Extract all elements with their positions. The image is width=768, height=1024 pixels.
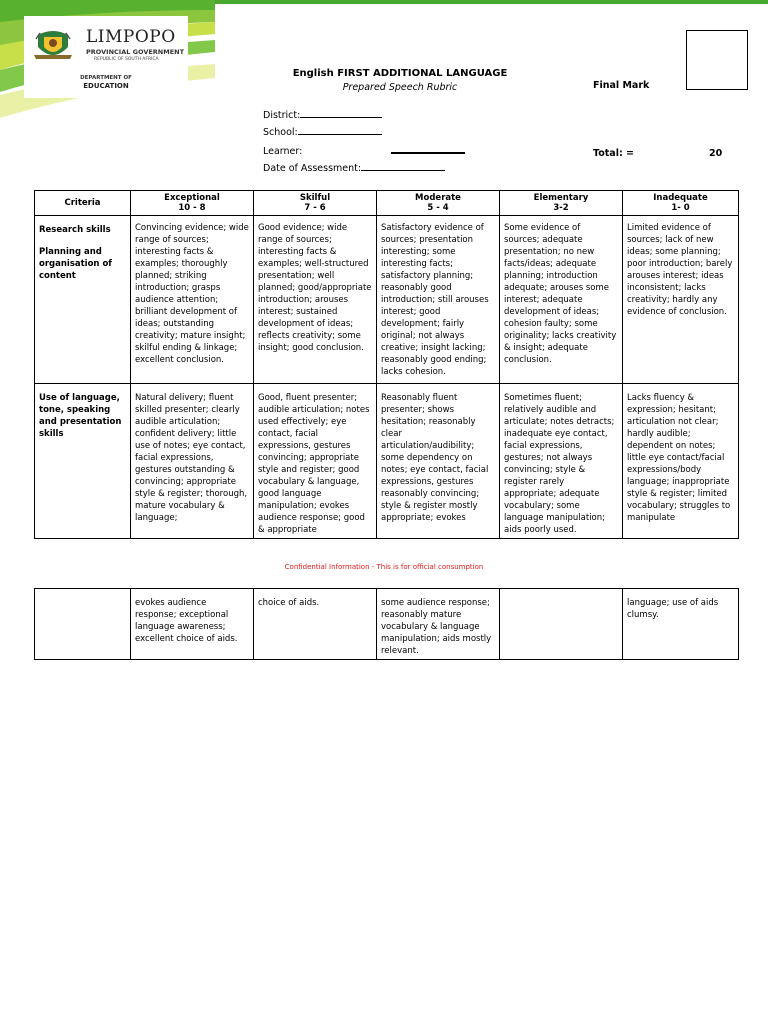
district-line[interactable] bbox=[300, 108, 382, 118]
header-inadequate: Inadequate 1- 0 bbox=[623, 191, 739, 216]
header-elementary: Elementary 3-2 bbox=[500, 191, 623, 216]
school-label: School: bbox=[263, 127, 298, 138]
rubric-cell: choice of aids. bbox=[254, 589, 377, 660]
rubric-cell: Limited evidence of sources; lack of new ideas; some planning; poor introduction; barely arouses interest; ideas inconsistent; lacks creativity; hardly any evidence of conclusion. bbox=[623, 216, 739, 384]
total-value: 20 bbox=[709, 148, 723, 159]
total-label: Total: = bbox=[593, 148, 635, 159]
logo-republic: REPUBLIC OF SOUTH AFRICA bbox=[94, 57, 159, 62]
document-subtitle: Prepared Speech Rubric bbox=[342, 82, 458, 93]
logo-government: PROVINCIAL GOVERNMENT bbox=[86, 48, 185, 56]
date-label: Date of Assessment: bbox=[263, 163, 362, 174]
rubric-cell: Some evidence of sources; adequate presentation; no new facts/ideas; adequate planning; introduction adequate; arouses some interest; adequate development of ideas; cohesion faulty; some originality; lacks creativity & insight; adequate conclusion. bbox=[500, 216, 623, 384]
table-row bbox=[35, 384, 739, 539]
header-skilful: Skilful 7 - 6 bbox=[254, 191, 377, 216]
learner-label: Learner: bbox=[263, 146, 303, 157]
rubric-cell: evokes audience response; exceptional language awareness; excellent choice of aids. bbox=[131, 589, 254, 660]
rubric-cell: some audience response; reasonably mature vocabulary & language manipulation; aids mostly relevant. bbox=[377, 589, 500, 660]
header-row bbox=[35, 191, 739, 216]
date-line[interactable] bbox=[361, 161, 445, 171]
table-row bbox=[35, 216, 739, 384]
confidential-notice: Confidential Information - This is for official consumption bbox=[284, 563, 484, 571]
logo-department: DEPARTMENT OF bbox=[80, 75, 132, 81]
final-mark-label: Final Mark bbox=[593, 80, 650, 91]
rubric-cell: Lacks fluency & expression; hesitant; articulation not clear; hardly audible; dependent on notes; little eye contact/facial expressions/body language; inappropriate style & register; limited vocabulary; struggles to manipulate bbox=[623, 384, 739, 539]
table-row bbox=[35, 589, 739, 660]
school-line[interactable] bbox=[298, 125, 382, 135]
logo-education: EDUCATION bbox=[83, 82, 129, 90]
limpopo-logo bbox=[24, 16, 188, 98]
criteria-cell bbox=[35, 589, 131, 660]
rubric-cell: Convincing evidence; wide range of sources; interesting facts & examples; thoroughly planned; striking introduction; grasps audience attention; brilliant development of ideas; outstanding creativity; mature insight; skilful ending & linkage; excellent conclusion. bbox=[131, 216, 254, 384]
header-moderate: Moderate 5 - 4 bbox=[377, 191, 500, 216]
header-exceptional: Exceptional 10 - 8 bbox=[131, 191, 254, 216]
criteria-cell: Use of language, tone, speaking and presentation skills bbox=[35, 384, 131, 539]
district-label: District: bbox=[263, 110, 301, 121]
district-field[interactable] bbox=[263, 108, 382, 121]
rubric-cell: Good evidence; wide range of sources; interesting facts & examples; well-structured presentation; well planned; good/appropriate introduction; arouses interest; sustained development of ideas; reflects creativity; some insight; good conclusion. bbox=[254, 216, 377, 384]
date-field[interactable] bbox=[263, 161, 445, 174]
rubric-continuation-table bbox=[34, 588, 739, 660]
criteria-cell: Research skills Planning and organisation of content bbox=[35, 216, 131, 384]
learner-field[interactable] bbox=[263, 143, 465, 157]
coat-of-arms-icon bbox=[32, 27, 74, 69]
rubric-cell: Reasonably fluent presenter; shows hesitation; reasonably clear articulation/audibility; some dependency on notes; eye contact, facial expressions, gestures reasonably convincing; style & register mostly appropriate; evokes bbox=[377, 384, 500, 539]
header-criteria: Criteria bbox=[35, 191, 131, 216]
document-title: English FIRST ADDITIONAL LANGUAGE bbox=[292, 68, 508, 79]
logo-province: LIMPOPO bbox=[86, 27, 176, 47]
rubric-cell: Satisfactory evidence of sources; presentation interesting; some interesting facts; satisfactory planning; reasonably good introduction; still arouses interest; good development; fairly original; not always creative; insight lacking; reasonably good ending; lacks cohesion. bbox=[377, 216, 500, 384]
school-field[interactable] bbox=[263, 125, 382, 138]
rubric-cell: language; use of aids clumsy. bbox=[623, 589, 739, 660]
rubric-cell: Sometimes fluent; relatively audible and articulate; notes detracts; inadequate eye contact, facial expressions, gestures; not always convincing; style & register rarely appropriate; adequate vocabulary; some language manipulation; aids poorly used. bbox=[500, 384, 623, 539]
rubric-cell bbox=[500, 589, 623, 660]
learner-line[interactable] bbox=[391, 143, 465, 154]
final-mark-box[interactable] bbox=[686, 30, 748, 90]
rubric-cell: Natural delivery; fluent skilled presenter; clearly audible articulation; confident delivery; little use of notes; eye contact, facial expressions, gestures outstanding & convincing; appropriate style & register; thorough, mature vocabulary & language; bbox=[131, 384, 254, 539]
rubric-cell: Good, fluent presenter; audible articulation; notes used effectively; eye contact, facial expressions, gestures convincing; appropriate style and register; good vocabulary & language, good language manipulation; evokes audience response; good & appropriate bbox=[254, 384, 377, 539]
rubric-table bbox=[34, 190, 739, 539]
